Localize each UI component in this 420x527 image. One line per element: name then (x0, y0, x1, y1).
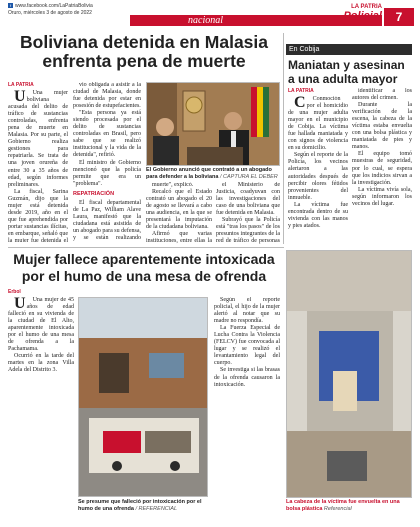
side-photo (286, 250, 412, 498)
main-caption-credit: / CAPTURA EL DEBER (219, 173, 278, 180)
bottom-drop-cap: U (14, 297, 26, 312)
house-exterior-illustration (79, 298, 208, 497)
main-headline: Boliviana detenida en Malasia enfrenta pena de muerte (20, 32, 268, 71)
column-divider (283, 33, 284, 244)
main-col3-para-2: Recalcó que el Estado contrató un abogado el 20 de agosto se llevará a cabo una audiencia, en la que se presentará la imputación de la ciudadana boliviana. (146, 189, 212, 231)
bottom-headline: Mujer fallece aparentemente intoxicada por el humo de una mesa de ofrenda (13, 251, 275, 284)
main-byline: LA PATRIA (8, 82, 34, 88)
side-col1-para-3: La víctima fue encontrada dentro de su vivienda con las manos y pies atados. (288, 201, 348, 229)
facebook-icon: f (9, 3, 12, 9)
side-byline: LA PATRIA (288, 88, 314, 94)
bottom-caption-text: Se presume que falleció por intoxicación por el humo de una ofrenda (78, 499, 202, 512)
main-col2-para-1: vio obligada a asistir a la ciudad de Malasia, donde fue detenida por estar en posesión de estupefacientes. (73, 82, 141, 110)
bottom-col2-para-2: La Fuerza Especial de Lucha Contra la Violencia (FELCV) fue convocada al lugar y se realizó el levantamiento legal del cuerpo. (214, 325, 280, 367)
bottom-photo (78, 297, 208, 497)
brand-logo (318, 4, 382, 22)
brand-top: LA PATRIA (351, 4, 382, 10)
brand-bottom: Policial (343, 10, 382, 22)
main-col1-para-1: U Una mujer boliviana acusada del delito de tráfico de sustancias controladas, enfrenta pena de muerte en Malasia. Por su parte, el Gobierno realiza gestiones para repatriarla. Se trata de una joven orureña de entre 30 a 35 años de edad, según informes preliminares. (8, 90, 68, 188)
section-label: nacional (188, 15, 223, 26)
main-column-2 (73, 82, 141, 242)
side-caption-credit: Referencial (323, 505, 352, 512)
bottom-col1-para-1: U Una mujer de 45 años de edad falleció en su vivienda de la ciudad de El Alto, aparentemente intoxicada por el humo de una mesa de ofrenda a la Pachamama. (8, 297, 74, 353)
bottom-col2-para-1: Según el reporte policial, el hijo de la mujer alertó al notar que su madre no respondía. (214, 297, 280, 325)
main-col4-para-1: el Ministerio de Justicia, coadyuvan con las investigaciones del caso de una boliviana que fue detenida en Malasia. (216, 182, 280, 217)
main-column-3 (146, 182, 212, 244)
main-col2-para-2: "Esta persona ya está siendo procesada por el delito de sustancias controladas en Brasil, pero sabe que se realizó institucional y la vida de la detenida", refirió. (73, 110, 141, 159)
side-drop-cap: C (294, 96, 306, 111)
side-col1-para-1: C Conmoción por el homicidio de una mujer adulta mayor en el municipio de Cobija. La víctima fue hallada maniatada y con signos de violencia en su domicilio. (288, 96, 348, 152)
main-column-4 (216, 182, 280, 244)
page-header (0, 0, 420, 27)
side-kicker: En Cobija (286, 44, 412, 55)
bottom-col2-para-3: Se investiga si las brasas de la ofrenda causaron la intoxicación. (214, 367, 280, 388)
main-col3-para-1: muerte", explicó. (152, 182, 194, 188)
main-col3-para-3: Afirmó que varias instituciones, entre ellas la (146, 231, 212, 244)
bottom-byline: Erbol (8, 289, 21, 295)
bottom-column-2 (214, 297, 280, 522)
side-column-2 (352, 88, 412, 248)
section-divider (8, 247, 284, 248)
side-col2-para-3: El equipo tomó muestras de seguridad, por lo cual, se espera que los indicios sirvan a la investigación. (352, 151, 412, 186)
crime-scene-illustration (287, 251, 412, 498)
bottom-col1-para-2: Ocurrió en la tarde del martes en la zona Villa Adela del Distrito 3. (8, 353, 74, 374)
side-col2-para-1: identificar a los autores del crimen. (352, 88, 412, 102)
side-photo-caption (286, 499, 412, 512)
side-col1-para-2: Según el reporte de la Policía, los vecinos alertaron a las autoridades después de percibir olores fétidos provenientes del inmueble. (288, 152, 348, 201)
main-caption-text: El Gobierno anunció que contrató a un abogado para defender a la boliviana (146, 167, 272, 180)
side-caption-text: La cabeza de la víctima fue envuelta en una bolsa plástica (286, 499, 400, 512)
side-headline: Maniatan y asesinan a una adulta mayor (288, 58, 405, 86)
main-photo (146, 82, 280, 166)
main-col2-para-4: El fiscal departamental de La Paz, William Alave Laura, manifestó que la ciudadana está asistida de un abogado para su defensa, y se están realizando (73, 199, 141, 241)
side-col2-para-2: Durante la verificación de la escena, la cabeza de la víctima estaba envuelta con una bolsa plástica y maniatada de pies y manos. (352, 102, 412, 151)
main-column-1 (8, 90, 68, 242)
bottom-photo-caption (78, 499, 208, 512)
side-column-1 (288, 96, 348, 248)
drop-cap: U (14, 90, 26, 105)
page-number: 7 (384, 8, 414, 26)
main-photo-caption (146, 167, 280, 180)
subhead-repatriacion: REPATRIACIÓN (73, 190, 115, 197)
main-col2-para-3: El ministro de Gobierno mencionó que la policía permite que era un "problema". (73, 159, 141, 187)
main-col4-para-2: Subrayó que la Policía está "tras los pasos" de los presuntos integrantes de la red de tráfico de personas (216, 217, 280, 244)
bottom-column-1 (8, 297, 74, 522)
issue-date: Oruro, miércoles 3 de agosto de 2022 (8, 9, 92, 16)
header-info (8, 3, 93, 16)
main-col1-para-2: La fiscal, Sarina Guzmán, dijo que la mujer está detenida desde 2019, año en el que fue aprehendida por portar sustancias ilícitas, en embarque, señaló que la mujer fue detenida el (8, 188, 68, 242)
side-col2-para-4: La víctima vivía sola, según informaron los vecinos del lugar. (352, 186, 412, 207)
bottom-caption-credit: / REFERENCIAL (135, 505, 178, 512)
press-conference-illustration (147, 83, 280, 166)
facebook-link[interactable]: www.facebook.com/LaPatriaBolivia (15, 3, 93, 9)
